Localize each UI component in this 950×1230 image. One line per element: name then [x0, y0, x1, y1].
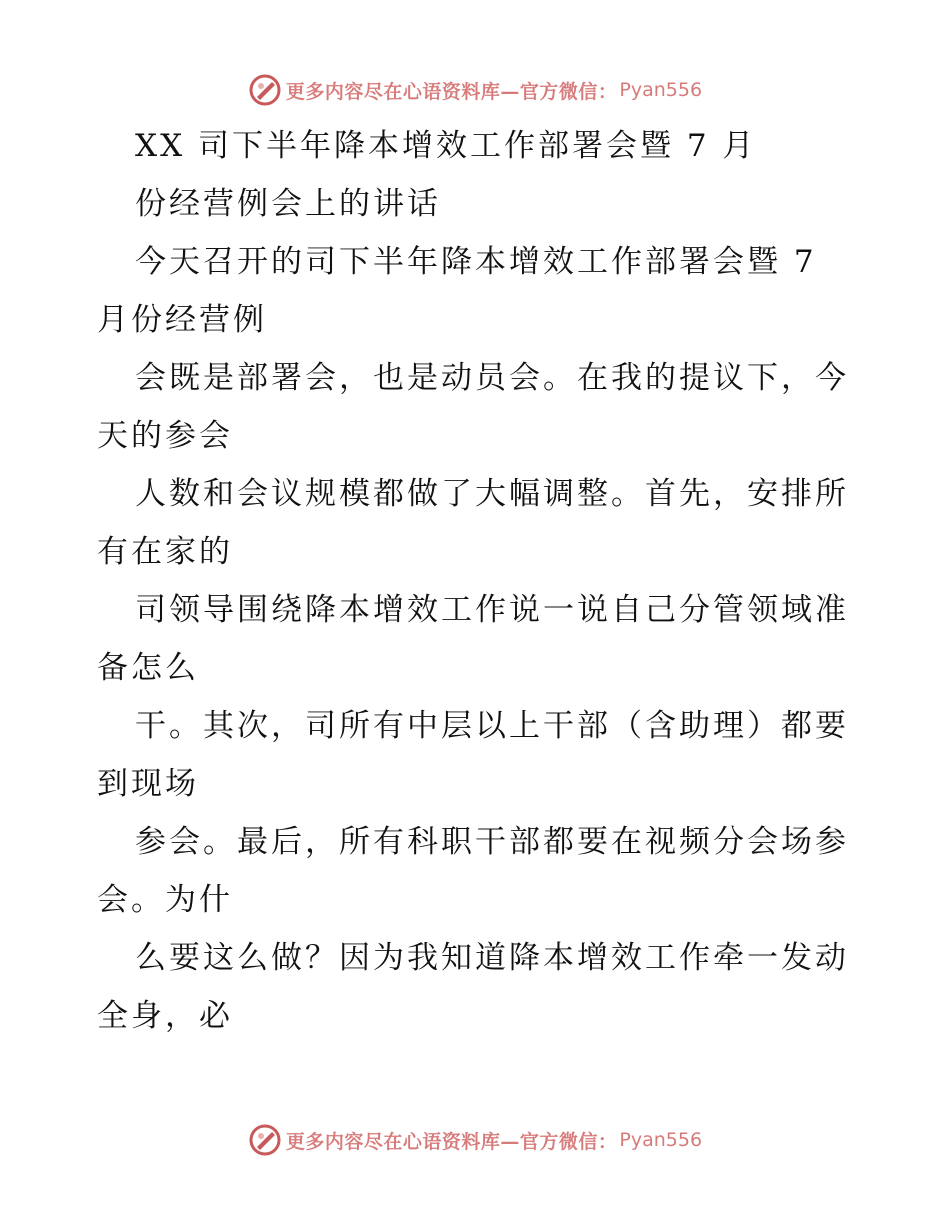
brand-logo-icon [248, 73, 282, 107]
paragraph-line: 会。为什 [97, 882, 233, 918]
paragraph-line: 备怎么 [97, 650, 199, 686]
watermark-wechat-id: Pyan556 [619, 79, 703, 101]
paragraph-line: 到现场 [97, 766, 199, 802]
paragraph-line: 月份经营例 [97, 302, 267, 338]
footer-watermark [0, 1120, 950, 1160]
title-line-1: XX 司下半年降本增效工作部署会暨 7 月 [135, 128, 757, 164]
paragraph-line: 今天召开的司下半年降本增效工作部署会暨 7 [135, 244, 817, 280]
header-watermark [0, 70, 950, 110]
paragraph-line: 么要这么做？因为我知道降本增效工作牵一发动 [135, 940, 849, 976]
watermark-wechat-id: Pyan556 [619, 1129, 703, 1151]
paragraph-line: 全身，必 [97, 998, 233, 1034]
paragraph-line: 干。其次，司所有中层以上干部（含助理）都要 [135, 708, 849, 744]
brand-logo-icon [248, 1123, 282, 1157]
paragraph-line: 会既是部署会，也是动员会。在我的提议下，今 [135, 360, 849, 396]
paragraph-line: 参会。最后，所有科职干部都要在视频分会场参 [135, 824, 849, 860]
watermark-text: 更多内容尽在心语资料库—官方微信： [285, 1130, 618, 1153]
paragraph-line: 天的参会 [97, 418, 233, 454]
paragraph-line: 司领导围绕降本增效工作说一说自己分管领域准 [135, 592, 849, 628]
paragraph-line: 人数和会议规模都做了大幅调整。首先，安排所 [135, 476, 849, 512]
title-line-2: 份经营例会上的讲话 [135, 186, 441, 222]
watermark-text: 更多内容尽在心语资料库—官方微信： [285, 80, 618, 103]
paragraph-line: 有在家的 [97, 534, 233, 570]
